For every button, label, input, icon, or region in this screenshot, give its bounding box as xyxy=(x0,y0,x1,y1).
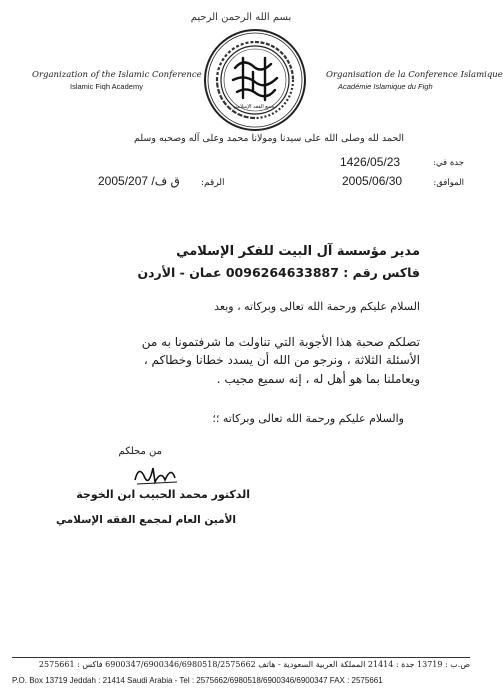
gregorian-date-label: الموافق: xyxy=(433,178,464,188)
basmala: بسم الله الرحمن الرحيم xyxy=(190,12,292,23)
academy-seal-logo xyxy=(203,28,307,132)
sender-from-label: من محلكم xyxy=(118,446,162,457)
closing-greeting: والسلام عليكم ورحمة الله تعالى وبركاته ؛؛ xyxy=(212,412,404,425)
footer-english-contact: P.O. Box 13719 Jeddah : 21414 Saudi Arabia - Tel : 2575662/6980518/6900346/6900347 FAX : 2575661 xyxy=(12,676,383,685)
gregorian-date-value: 2005/06/30 xyxy=(342,174,403,188)
praise-line: الحمد لله وصلى الله على سيدنا ومولانا محمد وعلى آله وصحبه وسلم xyxy=(133,133,404,144)
french-letterhead xyxy=(326,70,503,91)
recipient-fax-line: فاكس رقم : 0096264633887 عمان - الأردن xyxy=(137,265,420,280)
english-org-name: Organization of the Islamic Conference xyxy=(32,70,202,80)
reference-number-value: 2005/ق ف/ 207 xyxy=(98,174,180,188)
footer-divider xyxy=(12,657,470,658)
recipient-name: مدير مؤسسة آل البيت للفكر الإسلامي xyxy=(176,244,420,259)
body-line-1: تصلكم صحبة هذا الأجوبة التي تناولت ما شرفتمونا به من xyxy=(141,335,420,349)
opening-greeting: السلام عليكم ورحمة الله تعالى وبركاته ، وبعد xyxy=(214,300,420,313)
english-academy-name: Islamic Fiqh Academy xyxy=(70,82,143,91)
body-line-2: الأسئلة الثلاثة ، ونرجو من الله أن يسدد خطانا وخطاكم ، xyxy=(143,353,420,367)
french-org-name: Organisation de la Conference Islamique xyxy=(326,70,503,80)
signer-title: الأمين العام لمجمع الفقه الإسلامي xyxy=(55,514,236,526)
footer-arabic-contact: ص.ب : 13719 جدة : 21414 المملكة العربية السعودية - هاتف 6900347/6900346/6980518/2575662 فاكس : 2575661 xyxy=(38,660,470,669)
handwritten-signature xyxy=(125,460,185,488)
reference-number-label: الرقم: xyxy=(201,178,225,188)
body-line-3: ويعاملنا بما هو أهل له ، إنه سميع مجيب . xyxy=(216,372,420,386)
signer-name: الدكتور محمد الحبيب ابن الخوجة xyxy=(76,488,250,501)
french-academy-name: Académie Islamique du Figh xyxy=(338,82,433,91)
english-letterhead xyxy=(32,70,202,91)
seal-label: مجمع الفقه الإسلامي xyxy=(233,104,277,110)
hijri-date-value: 1426/05/23 xyxy=(340,155,401,169)
hijri-date-label: جدة في: xyxy=(433,158,464,168)
